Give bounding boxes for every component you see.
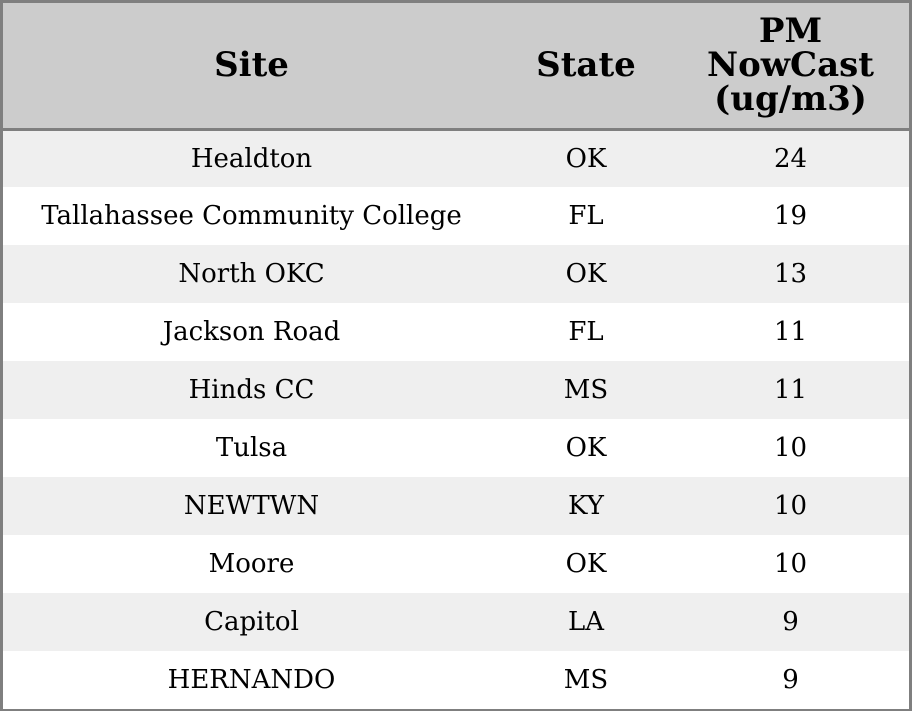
cell-site: HERNANDO — [167, 665, 336, 695]
header-pm-nowcast: PM NowCast (ug/m3) — [672, 3, 909, 129]
cell-state: LA — [567, 607, 605, 637]
cell-site: Healdton — [190, 143, 313, 174]
cell-state: MS — [563, 375, 609, 405]
cell-pm-value: 10 — [773, 433, 808, 463]
table-row — [3, 245, 909, 303]
cell-pm-value: 9 — [782, 607, 799, 637]
cell-pm-value: 10 — [773, 491, 808, 521]
cell-pm-value: 10 — [773, 549, 808, 579]
cell-pm-value: 13 — [773, 259, 808, 289]
table-body — [3, 129, 909, 709]
table-row — [3, 129, 909, 187]
table-row — [3, 303, 909, 361]
cell-site: Moore — [208, 549, 295, 579]
cell-state: OK — [565, 259, 607, 289]
table-row — [3, 361, 909, 419]
cell-state: FL — [568, 317, 604, 347]
cell-site: Capitol — [204, 607, 299, 637]
table-row — [3, 535, 909, 593]
table-row — [3, 651, 909, 709]
cell-site: Tallahassee Community College — [41, 201, 462, 231]
cell-site: NEWTWN — [183, 491, 320, 521]
cell-pm-value: 19 — [773, 201, 808, 231]
cell-state: OK — [565, 433, 607, 463]
table-row — [3, 419, 909, 477]
table-row — [3, 187, 909, 245]
header-row — [3, 3, 909, 129]
cell-pm-value: 24 — [773, 143, 808, 174]
cell-pm-value: 11 — [773, 317, 808, 347]
cell-state: OK — [565, 143, 607, 174]
cell-pm-value: 11 — [773, 375, 808, 405]
cell-state: MS — [563, 665, 609, 695]
cell-state: OK — [565, 549, 607, 579]
cell-state: FL — [568, 201, 604, 231]
cell-site: Hinds CC — [188, 375, 315, 405]
pm-nowcast-table — [3, 3, 909, 709]
table-row — [3, 477, 909, 535]
cell-site: Tulsa — [215, 433, 288, 463]
cell-site: North OKC — [178, 259, 325, 289]
table-row — [3, 593, 909, 651]
cell-state: KY — [568, 491, 604, 521]
header-site: Site — [3, 3, 500, 129]
header-state: State — [500, 3, 672, 129]
cell-site: Jackson Road — [162, 317, 341, 347]
table-header — [3, 3, 909, 129]
cell-pm-value: 9 — [782, 665, 799, 695]
